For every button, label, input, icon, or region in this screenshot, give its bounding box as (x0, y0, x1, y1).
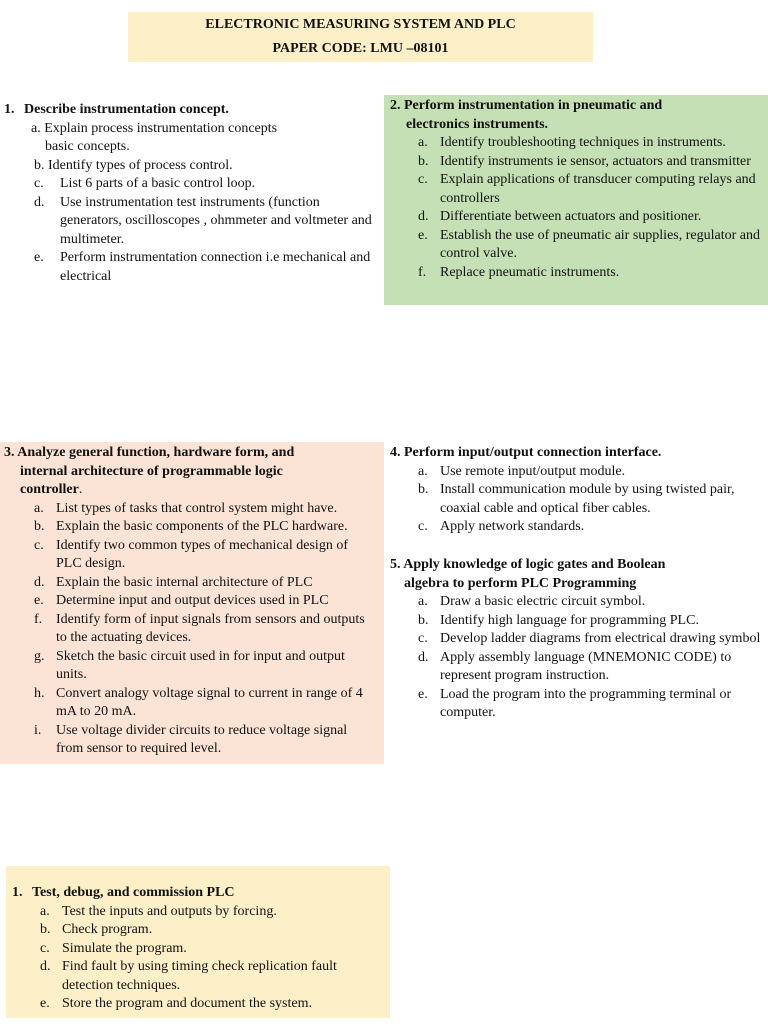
list-text: Differentiate between actuators and positioner. (440, 209, 702, 224)
section-5 (390, 556, 768, 723)
list-item (390, 518, 768, 537)
list-text: Use instrumentation test instruments (function generators, oscilloscopes , ohmmeter and voltmeter and multimeter. (60, 194, 372, 247)
list-marker: c. (34, 176, 44, 191)
list-text: Sketch the basic circuit used in for input and output units. (56, 648, 345, 682)
section-2-list (390, 134, 768, 282)
section-6-heading (12, 884, 382, 903)
section-1-heading (4, 101, 382, 120)
list-marker: d. (34, 574, 45, 590)
section-5-heading (390, 556, 768, 593)
list-marker: d. (34, 194, 45, 210)
section-4 (390, 444, 768, 537)
list-item (4, 722, 376, 759)
section-5-list (390, 593, 768, 723)
section-5-title-line1: 5. Apply knowledge of logic gates and Boolean (390, 557, 666, 572)
list-text: Use voltage divider circuits to reduce voltage signal from sensor to required level. (56, 722, 348, 756)
list-text: Identify two common types of mechanical design of PLC design. (56, 537, 348, 571)
list-item (4, 518, 376, 537)
list-text: Store the program and document the system. (62, 996, 312, 1011)
list-marker: e. (40, 996, 50, 1011)
list-marker: d. (40, 959, 51, 974)
list-item (4, 537, 376, 574)
section-2-title-line1: 2. Perform instrumentation in pneumatic and (390, 98, 663, 113)
section-3-title-line3: controller (20, 482, 79, 497)
list-item (390, 593, 768, 612)
list-item (12, 903, 382, 922)
list-item (390, 463, 768, 482)
section-2-title-line2: electronics instruments. (406, 116, 549, 132)
list-text: Apply network standards. (440, 519, 585, 534)
section-1 (4, 101, 382, 286)
list-text: Check program. (62, 922, 153, 937)
list-marker: e. (418, 227, 428, 243)
list-text: Install communication module by using twisted pair, coaxial cable and optical fiber cables. (440, 482, 735, 516)
list-item (12, 921, 382, 940)
list-marker: h. (34, 685, 45, 701)
list-text: Test the inputs and outputs by forcing. (62, 903, 277, 919)
list-marker: c. (418, 519, 428, 534)
list-marker: e. (34, 593, 44, 608)
list-item (4, 648, 376, 685)
list-text: Identify types of process control. (48, 157, 233, 173)
list-text: Explain the basic components of the PLC hardware. (56, 519, 348, 534)
list-item (4, 685, 376, 722)
document-title-box (128, 12, 593, 62)
section-6-number: 1. (12, 885, 23, 900)
list-marker: a. (31, 120, 41, 136)
list-marker: c. (34, 537, 44, 553)
section-3-title-line2: internal architecture of programmable logic (20, 463, 283, 479)
list-item (12, 995, 382, 1014)
section-1-title: Describe instrumentation concept. (24, 102, 229, 117)
list-item (390, 686, 768, 723)
list-item (390, 134, 768, 153)
list-marker: e. (418, 686, 428, 702)
list-text: Identify high language for programming PLC. (440, 612, 699, 628)
list-text: Determine input and output devices used in PLC (56, 593, 329, 608)
list-marker: b. (418, 482, 429, 497)
list-text: Find fault by using timing check replication fault detection techniques. (62, 959, 337, 993)
list-marker: a. (418, 463, 428, 479)
document-title: ELECTRONIC MEASURING SYSTEM AND PLC (205, 17, 516, 32)
section-1-number: 1. (4, 102, 15, 117)
section-3-title-line1: 3. Analyze general function, hardware form, and (4, 445, 295, 460)
list-marker: e. (34, 250, 44, 265)
list-text: Identify troubleshooting techniques in instruments. (440, 135, 726, 150)
list-text: Simulate the program. (62, 940, 187, 956)
section-6 (6, 866, 390, 1018)
list-marker: a. (418, 594, 428, 609)
section-2-heading (390, 97, 768, 134)
section-6-list (12, 903, 382, 1014)
list-marker: a. (40, 903, 50, 919)
list-item (4, 500, 376, 519)
list-text: Develop ladder diagrams from electrical drawing symbol (440, 631, 761, 646)
list-marker: i. (34, 722, 42, 738)
list-marker: c. (418, 631, 428, 646)
list-text: Apply assembly language (MNEMONIC CODE) to represent program instruction. (440, 649, 732, 683)
list-text: Establish the use of pneumatic air supplies, regulator and control valve. (440, 227, 760, 261)
section-4-title: 4. Perform input/output connection interface. (390, 445, 662, 460)
list-marker: b. (418, 153, 429, 169)
list-item (12, 958, 382, 995)
section-4-list (390, 463, 768, 537)
list-text: Explain process instrumentation concepts basic concepts. (44, 120, 278, 154)
list-marker: f. (418, 264, 427, 280)
list-text: Convert analogy voltage signal to current in range of 4 mA to 20 mA. (56, 685, 363, 719)
list-text: Explain applications of transducer computing relays and controllers (440, 172, 756, 206)
list-marker: b. (40, 922, 51, 937)
list-text: Perform instrumentation connection i.e mechanical and electrical (60, 250, 371, 284)
list-text: Replace pneumatic instruments. (440, 264, 620, 280)
list-item (390, 630, 768, 649)
list-marker: a. (418, 135, 428, 150)
list-item (4, 249, 382, 286)
list-text: List 6 parts of a basic control loop. (60, 176, 256, 191)
list-marker: c. (418, 172, 428, 187)
list-marker: b. (34, 519, 45, 534)
list-item (12, 940, 382, 959)
list-marker: a. (34, 500, 44, 516)
list-text: Identify form of input signals from sensors and outputs to the actuating devices. (56, 611, 365, 645)
list-item (4, 194, 382, 250)
section-1-list (4, 120, 382, 176)
list-text: Identify instruments ie sensor, actuators and transmitter (440, 153, 751, 169)
section-1-list-cont (4, 175, 382, 286)
paper-code: PAPER CODE: LMU –08101 (272, 41, 449, 56)
list-text: Draw a basic electric circuit symbol. (440, 594, 646, 609)
list-marker: c. (40, 940, 50, 956)
list-text: Explain the basic internal architecture of PLC (56, 574, 313, 590)
list-marker: d. (418, 209, 429, 224)
list-text: List types of tasks that control system might have. (56, 500, 338, 516)
list-marker: d. (418, 649, 429, 665)
list-item (390, 153, 768, 172)
list-item (390, 227, 768, 264)
section-3-list (4, 500, 376, 759)
section-2 (384, 95, 768, 305)
list-item (4, 611, 376, 648)
list-text: Use remote input/output module. (440, 463, 626, 479)
list-marker: f. (34, 611, 43, 627)
section-3 (0, 442, 384, 764)
section-6-title: Test, debug, and commission PLC (32, 885, 235, 900)
list-item (390, 481, 768, 518)
list-item (390, 171, 768, 208)
list-item (4, 157, 382, 176)
list-item (4, 574, 376, 593)
list-text: Load the program into the programming terminal or computer. (440, 686, 732, 720)
list-item (4, 175, 382, 194)
list-item (4, 120, 382, 157)
section-3-heading (4, 444, 376, 500)
list-marker: b. (418, 612, 429, 628)
list-item (390, 612, 768, 631)
list-marker: g. (34, 648, 45, 664)
list-item (390, 264, 768, 283)
section-3-title-tail: . (78, 482, 83, 497)
list-item (390, 649, 768, 686)
list-marker: b. (34, 157, 45, 173)
list-item (390, 208, 768, 227)
list-item (4, 592, 376, 611)
section-5-title-line2: algebra to perform PLC Programming (404, 575, 637, 591)
